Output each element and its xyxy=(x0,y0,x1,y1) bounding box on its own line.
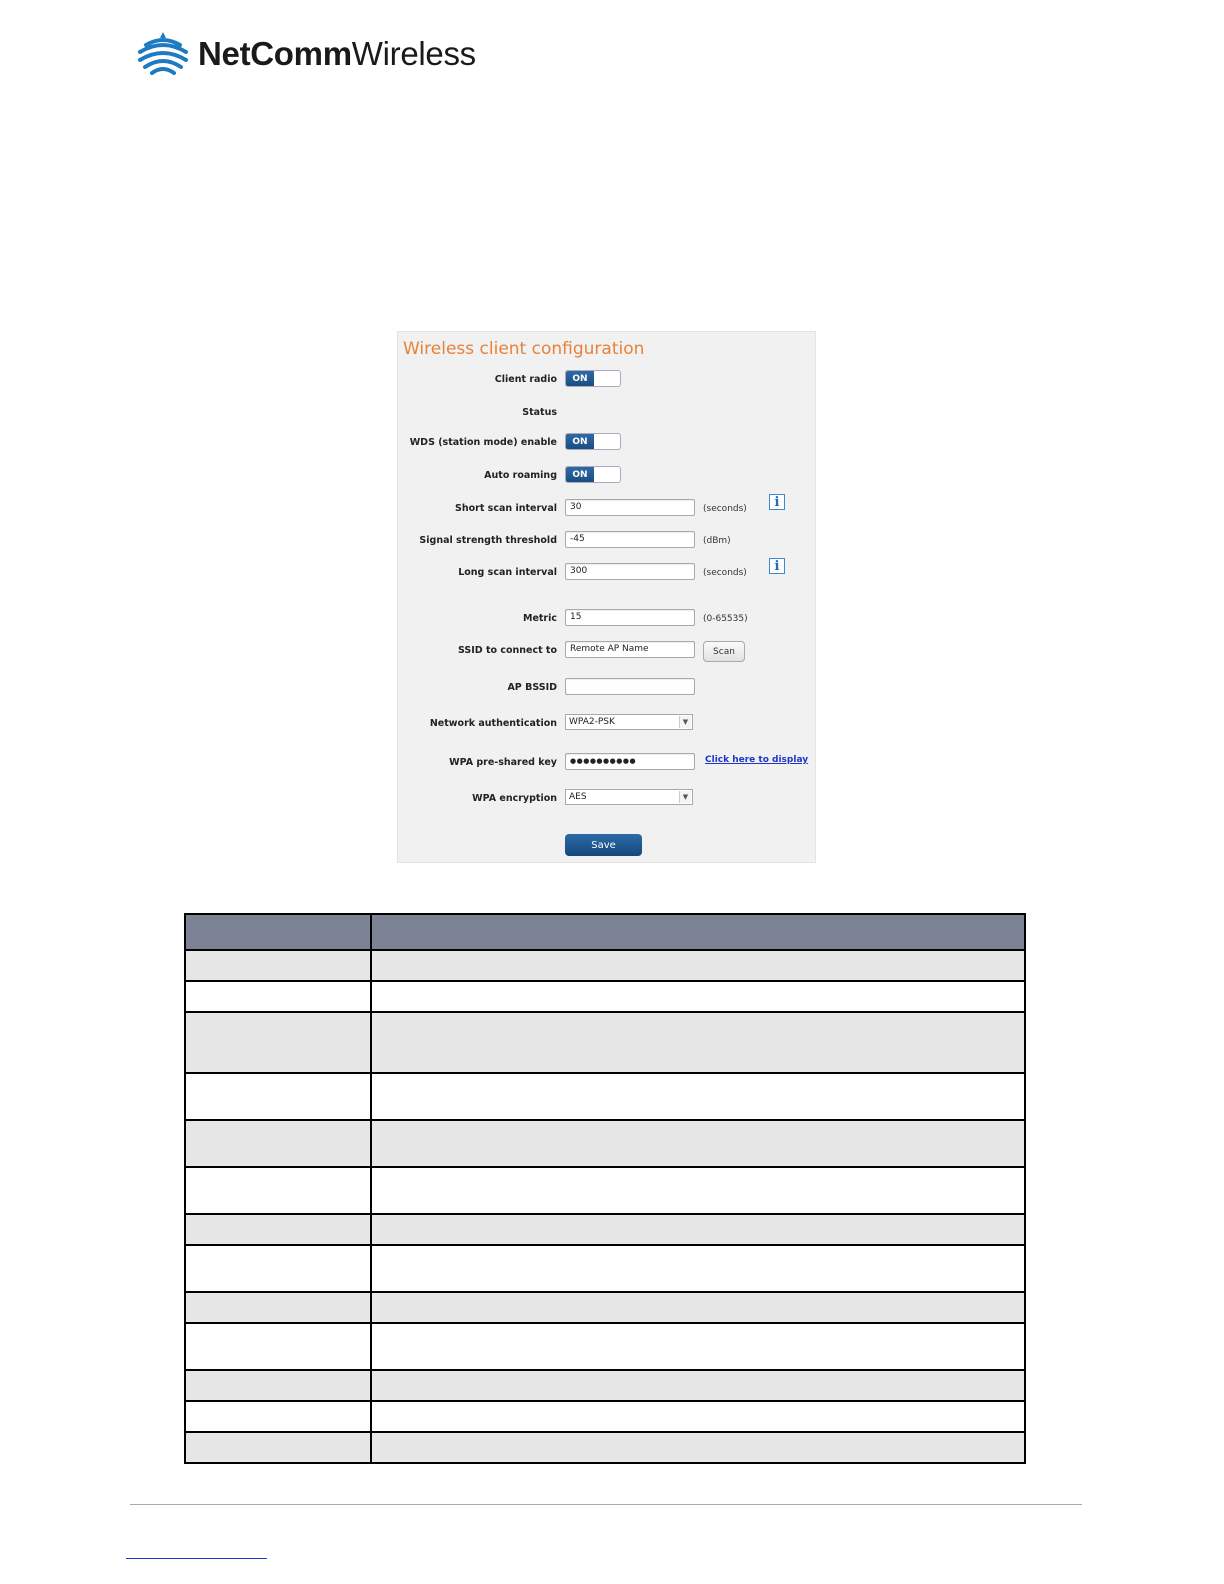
short-scan-unit: (seconds) xyxy=(703,504,747,514)
row-client-radio xyxy=(398,370,815,394)
row-status xyxy=(398,403,815,427)
table-row xyxy=(185,1401,1025,1432)
wifi-signal-icon xyxy=(136,30,190,78)
row-wpa-psk xyxy=(398,753,815,777)
auto-roaming-label: Auto roaming xyxy=(484,470,557,481)
table-row xyxy=(185,1245,1025,1292)
row-wds xyxy=(398,433,815,457)
info-icon[interactable]: i xyxy=(769,494,785,510)
long-scan-label: Long scan interval xyxy=(458,567,557,578)
wpa-psk-label: WPA pre-shared key xyxy=(449,757,557,768)
table-row xyxy=(185,950,1025,981)
auto-roaming-toggle[interactable]: ON xyxy=(565,466,621,483)
signal-threshold-input[interactable]: -45 xyxy=(565,531,695,548)
chevron-down-icon: ▼ xyxy=(679,716,691,728)
long-scan-unit: (seconds) xyxy=(703,568,747,578)
short-scan-label: Short scan interval xyxy=(455,503,557,514)
wds-label: WDS (station mode) enable xyxy=(409,437,557,448)
table-row xyxy=(185,1292,1025,1323)
table-row xyxy=(185,1323,1025,1370)
ssid-label: SSID to connect to xyxy=(457,645,557,656)
metric-label: Metric xyxy=(522,613,557,624)
row-ssid xyxy=(398,641,815,665)
footer-link-underline[interactable] xyxy=(126,1558,267,1559)
wds-toggle[interactable]: ON xyxy=(565,433,621,450)
row-network-auth xyxy=(398,714,815,738)
short-scan-input[interactable]: 30 xyxy=(565,499,695,516)
table-row xyxy=(185,1073,1025,1120)
table-row xyxy=(185,1120,1025,1167)
row-auto-roaming xyxy=(398,466,815,490)
ap-bssid-label: AP BSSID xyxy=(507,682,557,693)
table-row xyxy=(185,1370,1025,1401)
row-ap-bssid xyxy=(398,678,815,702)
row-short-scan xyxy=(398,494,815,523)
signal-threshold-unit: (dBm) xyxy=(703,536,731,546)
network-auth-label: Network authentication xyxy=(429,718,557,729)
chevron-down-icon: ▼ xyxy=(679,791,691,803)
client-radio-label: Client radio xyxy=(494,374,557,385)
wireless-client-config-panel xyxy=(397,331,816,863)
click-to-display-link[interactable]: Click here to display xyxy=(705,755,809,765)
client-radio-toggle[interactable]: ON xyxy=(565,370,621,387)
table-row xyxy=(185,1167,1025,1214)
logo-wordmark: NetCommWireless xyxy=(198,35,476,72)
table-row xyxy=(185,1432,1025,1463)
network-auth-select[interactable]: WPA2-PSK ▼ xyxy=(565,714,693,730)
metric-unit: (0-65535) xyxy=(703,614,748,624)
wpa-psk-input[interactable]: ●●●●●●●●●● xyxy=(565,753,695,770)
table-row xyxy=(185,1012,1025,1073)
long-scan-input[interactable]: 300 xyxy=(565,563,695,580)
status-label: Status xyxy=(522,407,557,418)
footer-divider xyxy=(130,1504,1082,1505)
scan-button[interactable]: Scan xyxy=(703,641,745,662)
wpa-encryption-select[interactable]: AES ▼ xyxy=(565,789,693,805)
table-header-row xyxy=(185,914,1025,950)
info-icon[interactable]: i xyxy=(769,558,785,574)
settings-table xyxy=(184,913,1026,1464)
panel-title: Wireless client configuration xyxy=(403,339,645,359)
wpa-encryption-label: WPA encryption xyxy=(472,793,557,804)
table-row xyxy=(185,1214,1025,1245)
save-button[interactable]: Save xyxy=(565,834,642,856)
ap-bssid-input[interactable] xyxy=(565,678,695,695)
netcomm-logo xyxy=(136,30,476,78)
row-signal-threshold xyxy=(398,531,815,555)
metric-input[interactable]: 15 xyxy=(565,609,695,626)
ssid-input[interactable]: Remote AP Name xyxy=(565,641,695,658)
row-wpa-encryption xyxy=(398,789,815,813)
row-metric xyxy=(398,609,815,633)
table-row xyxy=(185,981,1025,1012)
signal-threshold-label: Signal strength threshold xyxy=(419,535,557,546)
row-long-scan xyxy=(398,558,815,587)
